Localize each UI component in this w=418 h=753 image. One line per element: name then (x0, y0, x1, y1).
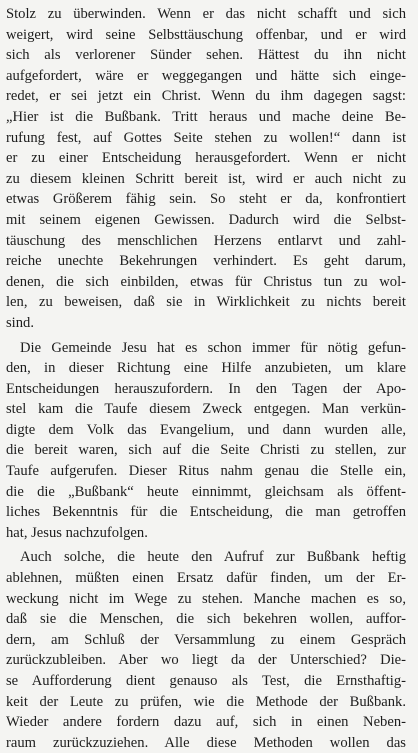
text-line: Auch solche, die heute den Aufruf zur Bußbank heftig (20, 549, 406, 566)
text-line: denen, die sich einbilden, etwas für Christus tun zu wol- (6, 273, 406, 290)
text-line: zurückzubleiben. Aber wo liegt da der Unterschied? Die- (6, 652, 406, 669)
text-line: mit seinem eigenen Gewissen. Dadurch wird die Selbst- (6, 211, 406, 228)
text-line: etwas Größerem fähig sein. So steht er da, konfrontiert (6, 191, 406, 208)
text-line: keit der Leute zu prüfen, wie die Methode der Bußbank. (6, 693, 406, 710)
paragraph-2 (6, 338, 406, 544)
text-line: sich als verlorener Sünder sehen. Hättest du ihn nicht (6, 47, 406, 64)
text-line: raum zurückzuziehen. Alle diese Methoden wollen das (6, 734, 406, 751)
text-line: aufgefordert, wäre er weggegangen und hätte sich einge- (6, 67, 406, 84)
text-line: den, in dieser Richtung eine Hilfe anzubieten, um klare (6, 360, 406, 377)
text-line: len, zu beweisen, daß sie in Wirklichkeit zu nichts bereit (6, 294, 406, 311)
text-line: Taufe aufgerufen. Dieser Ritus nahm genau die Stelle ein, (6, 463, 406, 480)
text-line: die die „Bußbank“ heute einnimmt, gleichsam als öffent- (6, 483, 406, 500)
text-line: hat, Jesus nachzufolgen. (6, 524, 148, 541)
text-line: täuschung des menschlichen Herzens entlarvt und zahl- (6, 232, 406, 249)
text-line: dern, am Schluß der Versammlung zu einem Gespräch (6, 631, 406, 648)
text-line: sind. (6, 314, 34, 331)
text-line: redet, er sei jetzt ein Christ. Wenn du ihm dagegen sagst: (6, 88, 406, 105)
paragraph-1 (6, 4, 406, 334)
text-line: digte dem Volk das Evangelium, und dann wurden alle, (6, 421, 406, 438)
text-line: stel kam die Taufe diesem Zweck entgegen. Man verkün- (6, 401, 406, 418)
text-line: er zu einer Entscheidung herausgefordert. Wenn er nicht (6, 150, 406, 167)
text-line: reiche unechte Bekehrungen verhindert. Es geht darum, (6, 253, 406, 270)
text-line: Entscheidungen herauszufordern. In den Tagen der Apo- (6, 380, 406, 397)
text-line: rufung fest, auf Gottes Seite stehen zu wollen!“ dann ist (6, 129, 406, 146)
text-line: se Aufforderung dient genauso als Test, die Ernsthaftig- (6, 673, 406, 689)
text-line: zu diesem kleinen Schritt bereit ist, wird er auch nicht zu (6, 170, 406, 187)
text-line: „Hier ist die Bußbank. Tritt heraus und mache deine Be- (6, 108, 406, 125)
paragraph-3 (6, 547, 406, 753)
text-line: weckung nicht im Wege zu stehen. Manche machen es so, (6, 590, 406, 607)
text-line: daß sie die Menschen, die sich bekehren wollen, auffor- (6, 611, 406, 628)
text-line: Stolz zu überwinden. Wenn er das nicht schafft und sich (6, 6, 406, 22)
text-line: Die Gemeinde Jesu hat es schon immer für nötig gefun- (20, 339, 406, 356)
text-line: liches Bekenntnis für die Entscheidung, die man getroffen (6, 504, 406, 521)
text-line: Wieder andere fordern dazu auf, sich in einen Neben- (6, 714, 406, 731)
text-line: weigert, wird seine Selbsttäuschung offenbar, und er wird (6, 26, 406, 43)
text-line: die bereit waren, sich auf die Seite Christi zu stellen, zur (6, 442, 406, 459)
text-line: ablehnen, müßten einen Ersatz dafür finden, um der Er- (6, 570, 406, 587)
